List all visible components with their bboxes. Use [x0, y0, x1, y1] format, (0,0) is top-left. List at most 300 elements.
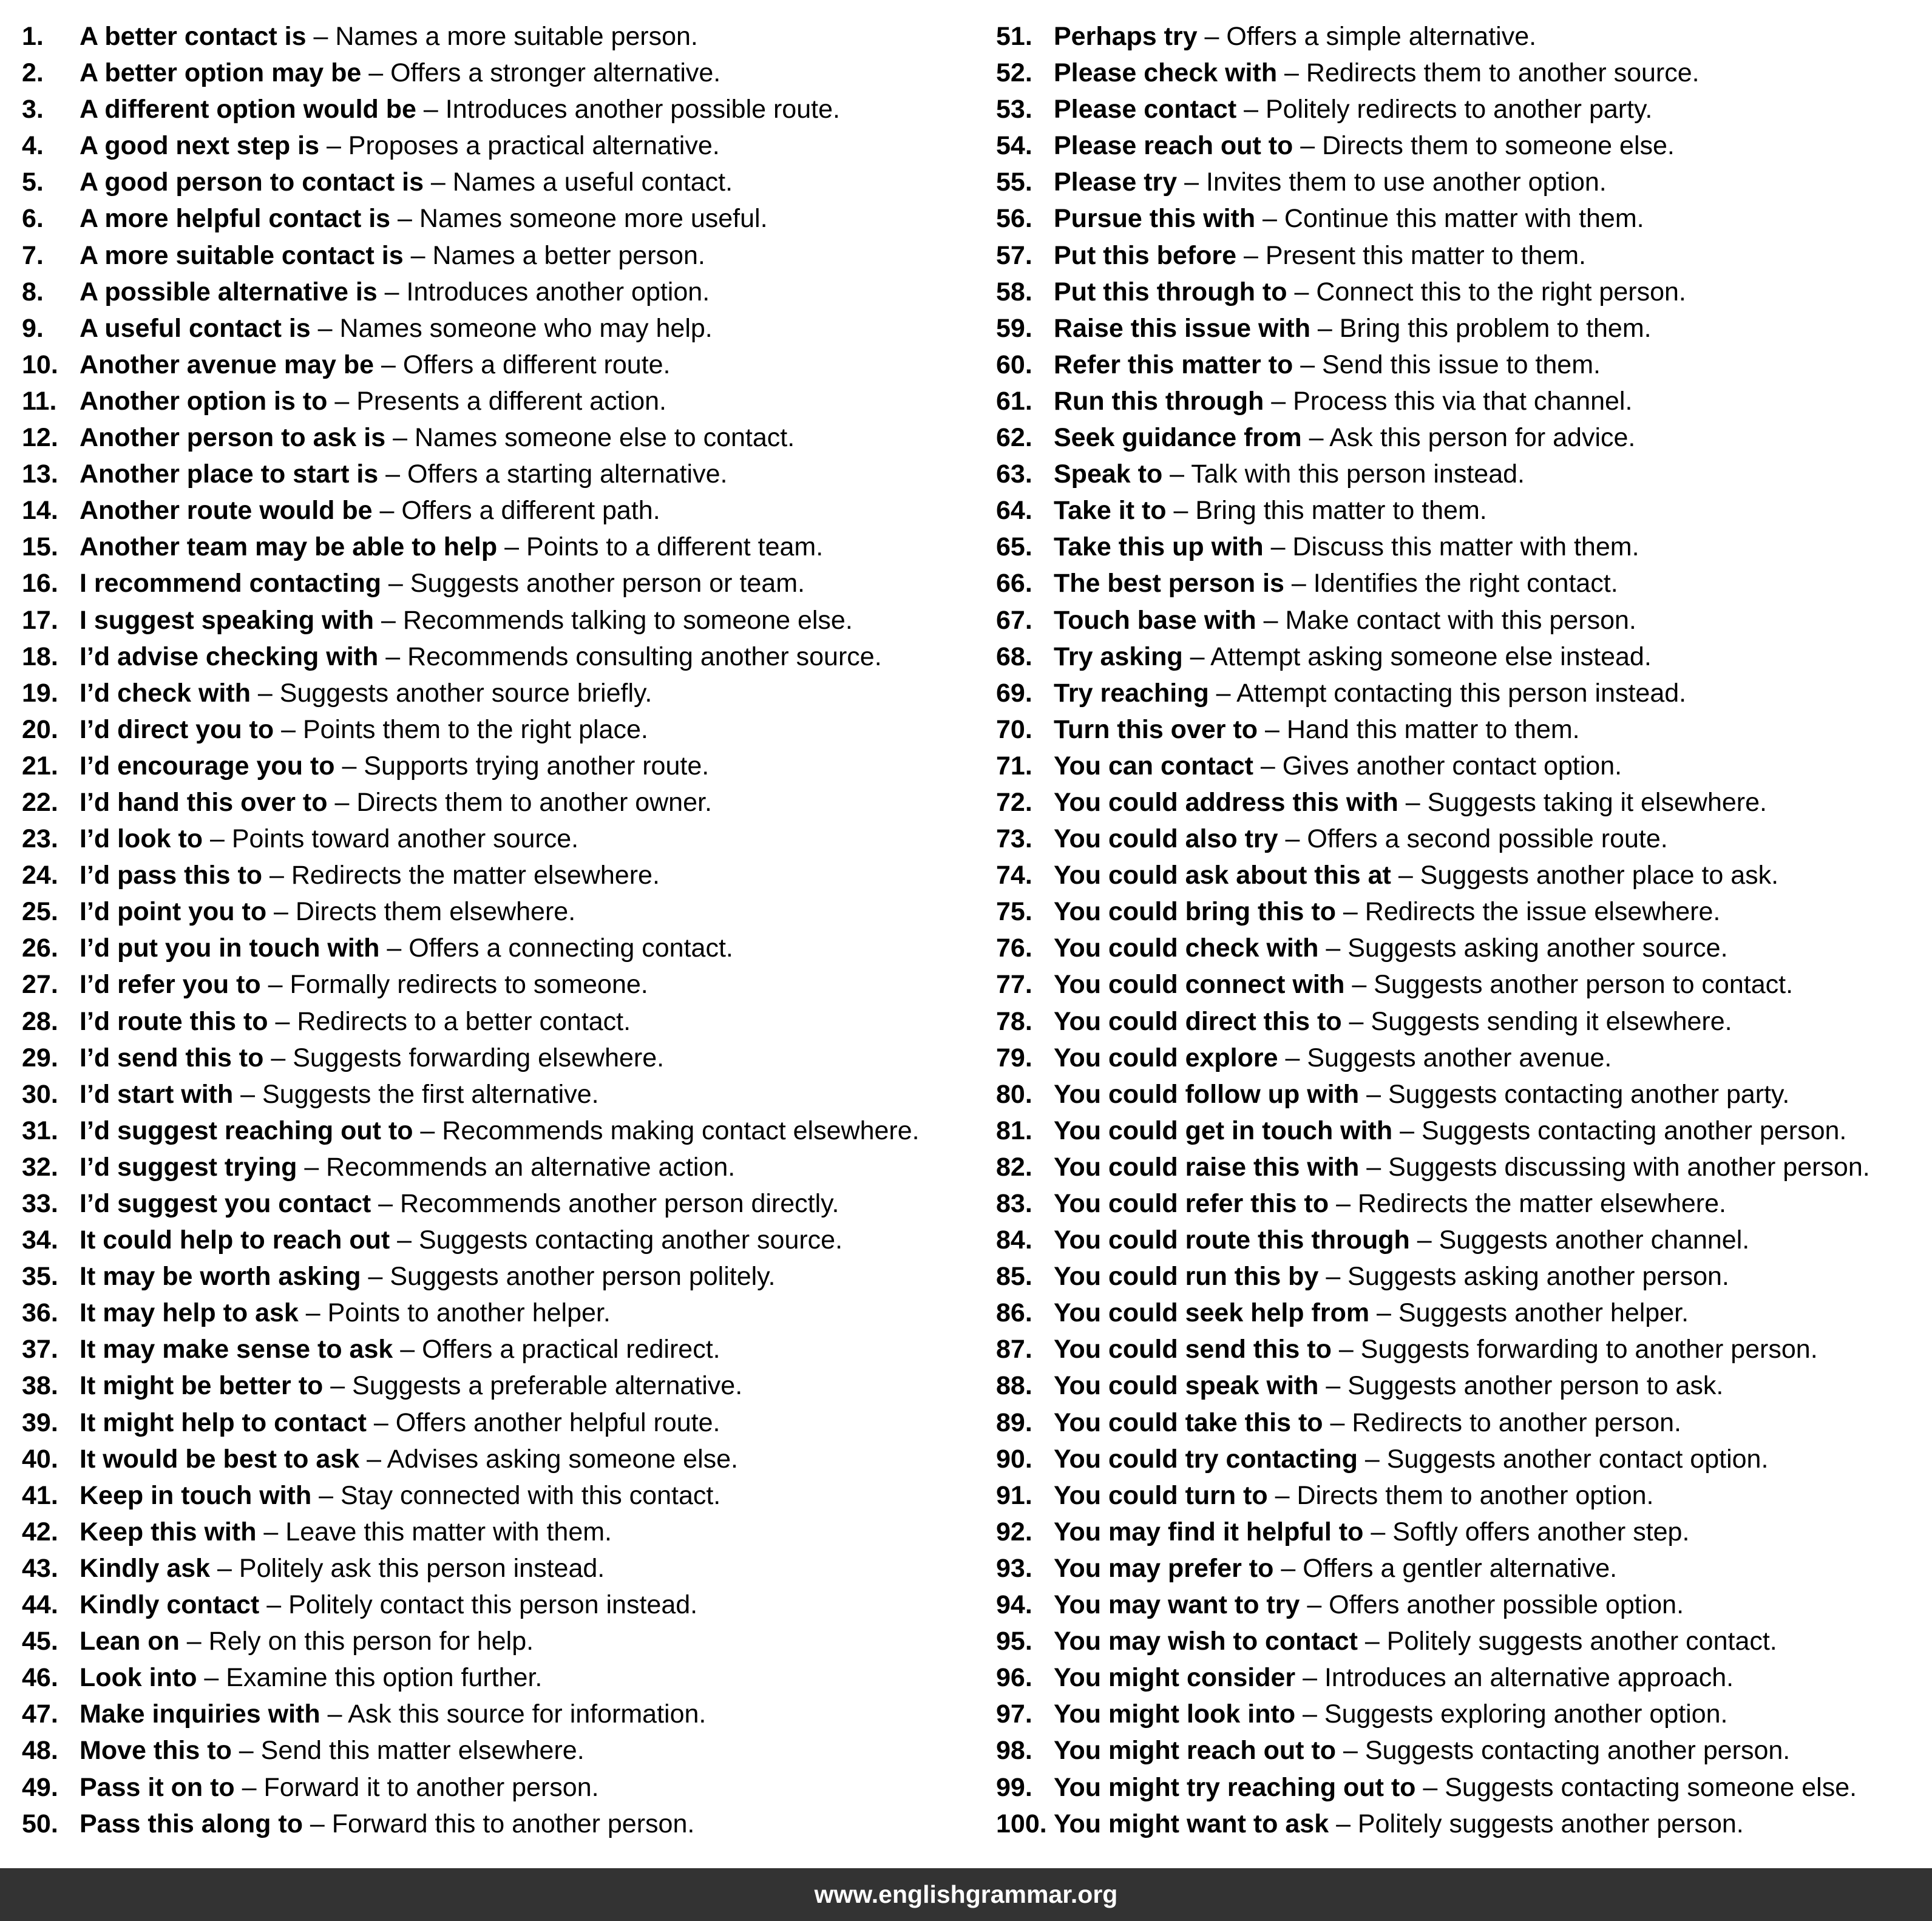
item-description: – Points to another helper.: [298, 1298, 611, 1328]
list-item: [22, 1149, 981, 1185]
item-description: – Suggests another person politely.: [361, 1262, 776, 1292]
item-number: 54.: [996, 131, 1032, 161]
list-item: [996, 639, 1932, 675]
item-number: 44.: [22, 1590, 58, 1620]
item-description: – Offers a simple alternative.: [1197, 22, 1537, 51]
item-number: 88.: [996, 1371, 1032, 1401]
item-description: – Connect this to the right person.: [1287, 277, 1686, 307]
item-text: [1054, 1404, 1681, 1441]
item-description: – Send this matter elsewhere.: [231, 1736, 585, 1766]
item-phrase: You could refer this to: [1054, 1189, 1329, 1218]
list-item: [22, 383, 981, 419]
list-item: [996, 1295, 1932, 1331]
item-phrase: Raise this issue with: [1054, 313, 1310, 343]
item-text: [1054, 1040, 1612, 1076]
list-item: [996, 200, 1932, 237]
list-item: [22, 1477, 981, 1514]
item-phrase: I’d hand this over to: [80, 787, 328, 817]
item-text: [1054, 1295, 1689, 1331]
item-number: 19.: [22, 678, 58, 708]
item-phrase: Seek guidance from: [1054, 423, 1302, 453]
item-phrase: Pass it on to: [80, 1772, 235, 1802]
item-phrase: You can contact: [1054, 751, 1253, 781]
list-item: [996, 310, 1932, 347]
item-description: – Offers a starting alternative.: [378, 459, 728, 489]
list-item: [996, 383, 1932, 419]
list-item: [996, 18, 1932, 55]
item-phrase: I’d suggest you contact: [80, 1189, 371, 1218]
item-description: – Proposes a practical alternative.: [319, 131, 720, 161]
item-description: – Suggests contacting someone else.: [1415, 1772, 1857, 1802]
item-number: 32.: [22, 1152, 58, 1182]
item-text: [1054, 675, 1686, 711]
item-description: – Suggests discussing with another person.: [1359, 1152, 1870, 1182]
item-description: – Stay connected with this contact.: [311, 1480, 721, 1510]
list-item: [22, 1040, 981, 1076]
item-description: – Redirects the matter elsewhere.: [1329, 1189, 1726, 1218]
item-phrase: A more suitable contact is: [80, 240, 404, 270]
item-phrase: Turn this over to: [1054, 714, 1258, 744]
list-item: [996, 55, 1932, 91]
item-phrase: Refer this matter to: [1054, 350, 1293, 379]
item-number: 2.: [22, 58, 44, 88]
list-item: [996, 1113, 1932, 1149]
item-number: 27.: [22, 970, 58, 1000]
item-phrase: I’d suggest trying: [80, 1152, 297, 1182]
list-item: [996, 1076, 1932, 1113]
item-number: 10.: [22, 350, 58, 379]
list-item: [22, 1769, 981, 1806]
item-phrase: Another option is to: [80, 386, 328, 416]
list-item: [996, 821, 1932, 857]
item-text: [1054, 18, 1536, 55]
item-text: [80, 164, 733, 200]
item-description: – Offers a different path.: [372, 496, 660, 526]
list-item: [22, 1623, 981, 1659]
list-item: [996, 419, 1932, 456]
list-item: [22, 1222, 981, 1258]
list-item: [996, 1514, 1932, 1550]
item-description: – Offers another helpful route.: [366, 1408, 720, 1437]
item-description: – Ask this person for advice.: [1301, 423, 1636, 453]
list-item: [996, 1040, 1932, 1076]
item-number: 67.: [996, 605, 1032, 635]
item-phrase: A more helpful contact is: [80, 204, 391, 234]
item-text: [1054, 492, 1487, 529]
item-description: – Suggests contacting another person.: [1392, 1116, 1847, 1145]
list-item: [996, 1404, 1932, 1441]
item-phrase: It might help to contact: [80, 1408, 367, 1437]
item-description: – Politely redirects to another party.: [1236, 95, 1653, 124]
item-phrase: A useful contact is: [80, 313, 311, 343]
item-phrase: Another person to ask is: [80, 423, 386, 453]
item-phrase: Take this up with: [1054, 532, 1264, 562]
item-number: 73.: [996, 824, 1032, 854]
item-number: 40.: [22, 1444, 58, 1474]
item-phrase: Keep this with: [80, 1517, 257, 1547]
item-description: – Attempt contacting this person instead.: [1208, 678, 1687, 708]
item-number: 61.: [996, 386, 1032, 416]
item-text: [80, 1623, 534, 1659]
item-description: – Examine this option further.: [197, 1663, 543, 1693]
item-text: [1054, 383, 1632, 419]
list-item: [22, 456, 981, 492]
item-number: 98.: [996, 1736, 1032, 1766]
item-phrase: Run this through: [1054, 386, 1264, 416]
item-description: – Talk with this person instead.: [1162, 459, 1525, 489]
item-text: [1054, 1550, 1617, 1587]
list-item: [996, 565, 1932, 601]
item-number: 86.: [996, 1298, 1032, 1328]
item-phrase: I’d pass this to: [80, 861, 263, 890]
item-text: [80, 127, 720, 164]
item-description: – Supports trying another route.: [334, 751, 710, 781]
item-text: [80, 18, 698, 55]
item-phrase: Try reaching: [1054, 678, 1209, 708]
item-description: – Discuss this matter with them.: [1263, 532, 1639, 562]
item-text: [1054, 1331, 1818, 1367]
item-text: [1054, 274, 1686, 310]
item-description: – Offers a gentler alternative.: [1273, 1553, 1618, 1583]
item-number: 48.: [22, 1736, 58, 1766]
item-number: 82.: [996, 1152, 1032, 1182]
list-item: [996, 1367, 1932, 1404]
list-item: [996, 1550, 1932, 1587]
phrase-column-left: [22, 18, 981, 1842]
item-description: – Directs them to another option.: [1267, 1480, 1654, 1510]
item-phrase: I’d refer you to: [80, 970, 261, 1000]
item-phrase: It might be better to: [80, 1371, 324, 1401]
item-text: [1054, 456, 1525, 492]
item-description: – Suggests another channel.: [1409, 1225, 1750, 1255]
item-text: [80, 1367, 742, 1404]
item-text: [80, 748, 709, 784]
item-text: [1054, 1113, 1846, 1149]
item-description: – Recommends another person directly.: [371, 1189, 839, 1218]
item-text: [80, 383, 666, 419]
item-phrase: Put this before: [1054, 240, 1237, 270]
item-description: – Present this matter to them.: [1236, 240, 1586, 270]
item-phrase: Another team may be able to help: [80, 532, 498, 562]
item-number: 97.: [996, 1699, 1032, 1729]
item-description: – Suggests taking it elsewhere.: [1398, 787, 1767, 817]
item-description: – Directs them to someone else.: [1293, 131, 1675, 161]
item-text: [80, 492, 660, 529]
item-number: 13.: [22, 459, 58, 489]
item-number: 29.: [22, 1043, 58, 1072]
item-text: [80, 310, 713, 347]
item-phrase: You may wish to contact: [1054, 1627, 1358, 1656]
item-number: 70.: [996, 714, 1032, 744]
item-text: [1054, 893, 1720, 930]
item-text: [1054, 1222, 1749, 1258]
item-phrase: You could raise this with: [1054, 1152, 1360, 1182]
list-item: [22, 310, 981, 347]
item-number: 45.: [22, 1627, 58, 1656]
item-text: [80, 1149, 735, 1185]
item-number: 99.: [996, 1772, 1032, 1802]
item-number: 47.: [22, 1699, 58, 1729]
list-item: [22, 164, 981, 200]
item-number: 69.: [996, 678, 1032, 708]
item-text: [80, 821, 578, 857]
item-description: – Suggests another source briefly.: [250, 678, 652, 708]
item-number: 14.: [22, 496, 58, 526]
list-item: [22, 1076, 981, 1113]
item-text: [80, 784, 712, 821]
item-text: [80, 1113, 920, 1149]
item-phrase: Take it to: [1054, 496, 1167, 526]
item-number: 15.: [22, 532, 58, 562]
item-phrase: Touch base with: [1054, 605, 1256, 635]
item-number: 56.: [996, 204, 1032, 234]
item-description: – Softly offers another step.: [1363, 1517, 1690, 1547]
item-text: [1054, 200, 1644, 237]
item-phrase: You could also try: [1054, 824, 1278, 854]
item-number: 94.: [996, 1590, 1032, 1620]
item-description: – Presents a different action.: [327, 386, 666, 416]
list-item: [996, 347, 1932, 383]
item-phrase: You could turn to: [1054, 1480, 1268, 1510]
item-description: – Recommends talking to someone else.: [374, 605, 853, 635]
item-description: – Politely ask this person instead.: [210, 1553, 605, 1583]
item-phrase: Look into: [80, 1663, 197, 1693]
item-phrase: You could try contacting: [1054, 1444, 1358, 1474]
item-text: [80, 1587, 697, 1623]
item-description: – Names a useful contact.: [423, 168, 733, 197]
list-item: [22, 200, 981, 237]
item-description: – Suggests another helper.: [1369, 1298, 1689, 1328]
item-description: – Politely suggests another person.: [1329, 1809, 1744, 1838]
item-description: – Send this issue to them.: [1293, 350, 1601, 379]
item-description: – Forward it to another person.: [234, 1772, 599, 1802]
item-text: [1054, 1732, 1790, 1769]
item-number: 72.: [996, 787, 1032, 817]
item-description: – Suggests another contact option.: [1357, 1444, 1769, 1474]
list-item: [22, 821, 981, 857]
list-item: [22, 1441, 981, 1477]
list-item: [996, 1806, 1932, 1842]
item-text: [1054, 639, 1652, 675]
item-number: 25.: [22, 897, 58, 927]
item-phrase: You might try reaching out to: [1054, 1772, 1416, 1802]
list-item: [996, 1659, 1932, 1696]
item-number: 62.: [996, 423, 1032, 453]
item-phrase: Try asking: [1054, 642, 1183, 671]
item-phrase: You may find it helpful to: [1054, 1517, 1364, 1547]
item-text: [1054, 1514, 1689, 1550]
list-item: [996, 1185, 1932, 1222]
item-text: [80, 456, 727, 492]
item-phrase: You might reach out to: [1054, 1736, 1337, 1766]
item-text: [80, 1732, 585, 1769]
item-number: 57.: [996, 240, 1032, 270]
item-number: 66.: [996, 569, 1032, 598]
item-phrase: Another route would be: [80, 496, 373, 526]
item-number: 79.: [996, 1043, 1032, 1072]
item-description: – Recommends consulting another source.: [378, 642, 882, 671]
list-item: [996, 893, 1932, 930]
item-number: 46.: [22, 1663, 58, 1693]
item-text: [1054, 602, 1636, 639]
item-description: – Points them to the right place.: [274, 714, 648, 744]
list-item: [996, 711, 1932, 748]
item-description: – Names a more suitable person.: [306, 22, 698, 51]
list-item: [996, 1222, 1932, 1258]
item-number: 20.: [22, 714, 58, 744]
item-text: [1054, 1367, 1723, 1404]
item-text: [1054, 1659, 1734, 1696]
item-description: – Names a better person.: [403, 240, 705, 270]
item-number: 3.: [22, 95, 44, 124]
item-description: – Suggests contacting another source.: [390, 1225, 843, 1255]
item-text: [1054, 1623, 1777, 1659]
item-text: [1054, 529, 1639, 565]
item-number: 37.: [22, 1335, 58, 1364]
item-description: – Leave this matter with them.: [256, 1517, 612, 1547]
item-phrase: You could send this to: [1054, 1335, 1332, 1364]
item-number: 76.: [996, 933, 1032, 963]
item-number: 41.: [22, 1480, 58, 1510]
phrase-column-right: [996, 18, 1932, 1842]
item-phrase: Another place to start is: [80, 459, 379, 489]
item-text: [80, 529, 823, 565]
list-item: [996, 237, 1932, 274]
item-phrase: You could connect with: [1054, 970, 1345, 1000]
item-number: 74.: [996, 861, 1032, 890]
item-description: – Points toward another source.: [203, 824, 579, 854]
item-phrase: Pursue this with: [1054, 204, 1256, 234]
item-description: – Bring this matter to them.: [1166, 496, 1487, 526]
item-description: – Suggests forwarding elsewhere.: [263, 1043, 665, 1072]
item-text: [80, 55, 720, 91]
item-number: 5.: [22, 168, 44, 197]
item-phrase: A better option may be: [80, 58, 362, 88]
item-description: – Advises asking someone else.: [359, 1444, 738, 1474]
list-item: [22, 893, 981, 930]
item-text: [1054, 1149, 1870, 1185]
item-description: – Suggests asking another source.: [1318, 933, 1728, 963]
list-item: [996, 857, 1932, 893]
item-description: – Suggests a preferable alternative.: [323, 1371, 743, 1401]
item-number: 11.: [22, 386, 57, 416]
item-number: 68.: [996, 642, 1032, 671]
item-description: – Redirects the matter elsewhere.: [262, 861, 660, 890]
item-text: [1054, 1003, 1732, 1040]
item-description: – Suggests exploring another option.: [1295, 1699, 1728, 1729]
item-text: [80, 639, 882, 675]
item-phrase: A better contact is: [80, 22, 307, 51]
item-phrase: Keep in touch with: [80, 1480, 312, 1510]
item-text: [1054, 966, 1793, 1003]
list-item: [996, 1732, 1932, 1769]
item-number: 80.: [996, 1079, 1032, 1109]
list-item: [22, 1331, 981, 1367]
item-phrase: Kindly ask: [80, 1553, 211, 1583]
list-item: [996, 91, 1932, 127]
item-number: 75.: [996, 897, 1032, 927]
list-item: [996, 1258, 1932, 1295]
list-item: [22, 1185, 981, 1222]
list-item: [996, 1149, 1932, 1185]
item-text: [1054, 1696, 1727, 1732]
item-number: 9.: [22, 313, 44, 343]
item-description: – Offers a stronger alternative.: [361, 58, 721, 88]
list-item: [22, 1295, 981, 1331]
item-number: 7.: [22, 240, 44, 270]
list-item: [996, 274, 1932, 310]
item-number: 53.: [996, 95, 1032, 124]
item-description: – Ask this source for information.: [320, 1699, 707, 1729]
item-number: 91.: [996, 1480, 1032, 1510]
item-text: [1054, 1769, 1857, 1806]
list-item: [22, 711, 981, 748]
list-item: [22, 748, 981, 784]
list-item: [22, 930, 981, 966]
item-phrase: You could get in touch with: [1054, 1116, 1393, 1145]
item-text: [80, 1331, 720, 1367]
item-number: 93.: [996, 1553, 1032, 1583]
item-phrase: It may help to ask: [80, 1298, 299, 1328]
item-number: 92.: [996, 1517, 1032, 1547]
item-phrase: Please reach out to: [1054, 131, 1293, 161]
item-text: [1054, 91, 1652, 127]
item-number: 90.: [996, 1444, 1032, 1474]
item-phrase: Please try: [1054, 168, 1178, 197]
item-description: – Introduces an alternative approach.: [1295, 1663, 1734, 1693]
list-item: [22, 347, 981, 383]
item-description: – Identifies the right contact.: [1284, 569, 1618, 598]
item-description: – Forward this to another person.: [302, 1809, 695, 1838]
item-phrase: I’d look to: [80, 824, 203, 854]
item-text: [80, 91, 840, 127]
footer-url: www.englishgrammar.org: [814, 1880, 1118, 1908]
item-description: – Make contact with this person.: [1256, 605, 1636, 635]
list-item: [22, 55, 981, 91]
item-phrase: I’d direct you to: [80, 714, 274, 744]
item-number: 95.: [996, 1627, 1032, 1656]
item-description: – Redirects to a better contact.: [268, 1006, 631, 1036]
list-item: [996, 1441, 1932, 1477]
item-description: – Offers a connecting contact.: [379, 933, 733, 963]
item-description: – Redirects to another person.: [1323, 1408, 1681, 1437]
item-text: [80, 419, 795, 456]
item-text: [80, 602, 853, 639]
item-phrase: The best person is: [1054, 569, 1284, 598]
item-text: [1054, 347, 1601, 383]
item-description: – Recommends making contact elsewhere.: [413, 1116, 920, 1145]
list-item: [22, 419, 981, 456]
item-description: – Suggests another place to ask.: [1391, 861, 1779, 890]
item-number: 59.: [996, 313, 1032, 343]
list-item: [996, 1696, 1932, 1732]
item-description: – Suggests another person or team.: [381, 569, 805, 598]
list-item: [996, 164, 1932, 200]
list-item: [996, 930, 1932, 966]
item-description: – Continue this matter with them.: [1255, 204, 1644, 234]
list-item: [996, 1003, 1932, 1040]
item-text: [1054, 1477, 1654, 1514]
item-text: [80, 1550, 605, 1587]
item-phrase: It would be best to ask: [80, 1444, 360, 1474]
item-phrase: You could ask about this at: [1054, 861, 1391, 890]
item-phrase: You might want to ask: [1054, 1809, 1329, 1838]
item-number: 8.: [22, 277, 44, 307]
list-item: [22, 1113, 981, 1149]
item-number: 23.: [22, 824, 58, 854]
item-phrase: You could direct this to: [1054, 1006, 1342, 1036]
item-phrase: I’d point you to: [80, 897, 267, 927]
